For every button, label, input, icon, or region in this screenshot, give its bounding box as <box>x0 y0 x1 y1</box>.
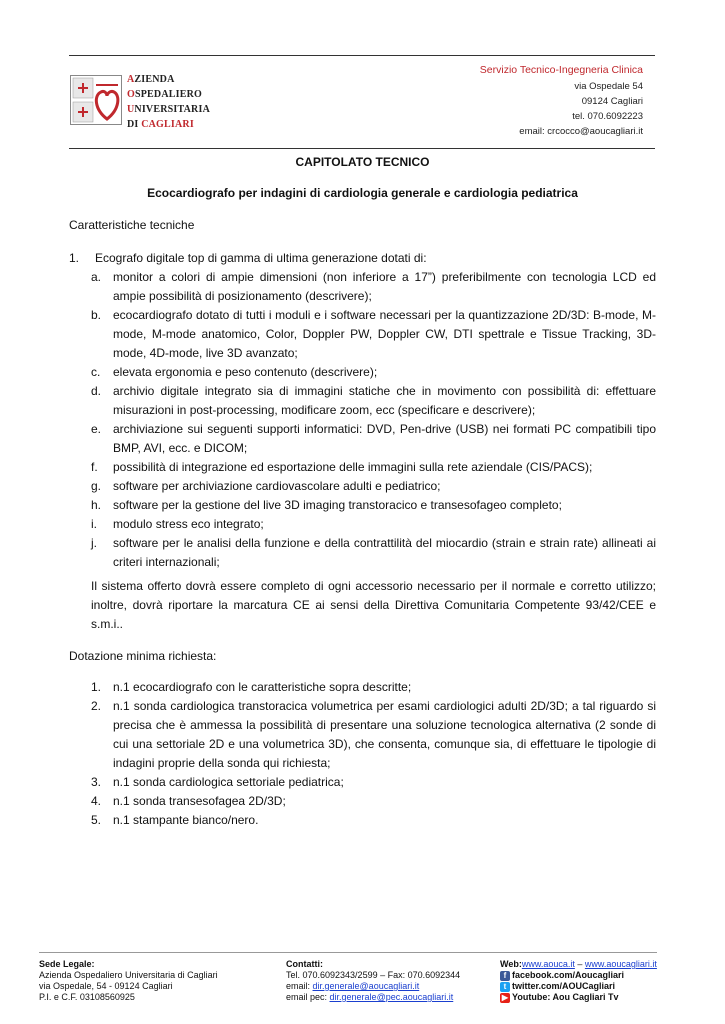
subitem-d-marker: d. <box>91 384 102 398</box>
document-subtitle: Ecocardiografo per indagini di cardiologia generale e cardiologia pediatrica <box>147 186 578 200</box>
footer-email-link[interactable]: dir.generale@aoucagliari.it <box>312 981 420 991</box>
subitem-g-marker: g. <box>91 479 102 493</box>
subitem-c-marker: c. <box>91 365 101 379</box>
service-email: email: crcocco@aoucagliari.it <box>519 126 643 137</box>
footer-contacts-tel: Tel. 070.6092343/2599 – Fax: 070.6092344 <box>286 970 461 980</box>
service-phone: tel. 070.6092223 <box>572 111 643 122</box>
supply-item-1-marker: 1. <box>91 680 102 694</box>
subitem-j-text: software per le analisi della funzione e della contrattilità del miocardio (strain e strain rate) allineati ai criteri internazionali; <box>113 536 656 569</box>
footer-legal-line-1: Azienda Ospedaliero Universitaria di Cagliari <box>39 970 218 980</box>
footer-contacts <box>286 959 460 1003</box>
subitem-d-text: archivio digitale integrato sia di immagini statiche che in movimento con possibilità di: effettuare misurazioni in post-processing, modificare zoom, ecc (specificare e descrivere); <box>113 384 656 417</box>
footer-legal-heading: Sede Legale: <box>39 959 95 969</box>
document-title: CAPITOLATO TECNICO <box>295 155 430 169</box>
service-contact-block <box>480 63 643 139</box>
subitem-e-text: archiviazione sui seguenti supporti informatici: DVD, Pen-drive (USB) nei formati PC compatibili tipo BMP, AVI, ecc. e DICOM; <box>113 422 656 455</box>
footer-youtube[interactable]: ▶ Youtube: Aou Cagliari Tv <box>501 992 619 1002</box>
twitter-icon: t <box>500 982 510 992</box>
subitem-g-text: software per archiviazione cardiovascolare adulti e pediatrico; <box>113 479 441 493</box>
subitem-i-marker: i. <box>91 517 97 531</box>
footer-pec-link[interactable]: dir.generale@pec.aoucagliari.it <box>329 992 454 1002</box>
footer-rule <box>39 952 657 953</box>
service-address-street: via Ospedale 54 <box>574 81 643 92</box>
supply-item-3-marker: 3. <box>91 775 102 789</box>
footer-contacts-pec-row: email pec: dir.generale@pec.aoucagliari.it <box>286 992 454 1002</box>
section-heading-supply: Dotazione minima richiesta: <box>69 649 217 663</box>
item-1-marker: 1. <box>69 251 80 265</box>
section-heading-features: Caratteristiche tecniche <box>69 218 195 232</box>
subitem-c-text: elevata ergonomia e peso contenuto (descrivere); <box>113 365 378 379</box>
subitem-j-marker: j. <box>91 536 97 550</box>
supply-item-4-text: n.1 sonda transesofagea 2D/3D; <box>113 794 286 808</box>
footer-legal-line-3: P.I. e C.F. 03108560925 <box>39 992 135 1002</box>
service-name: Servizio Tecnico-Ingegneria Clinica <box>479 64 643 76</box>
footer-web-link-2[interactable]: www.aoucagliari.it <box>584 959 657 969</box>
footer-web <box>500 959 657 1003</box>
footer-web-link-1[interactable]: www.aouca.it <box>521 959 575 969</box>
supply-item-5-text: n.1 stampante bianco/nero. <box>113 813 259 827</box>
supply-item-3-text: n.1 sonda cardiologica settoriale pediatrica; <box>113 775 344 789</box>
subitem-f-marker: f. <box>91 460 98 474</box>
supply-item-5-marker: 5. <box>91 813 102 827</box>
supply-item-1-text: n.1 ecocardiografo con le caratteristiche sopra descritte; <box>113 680 412 694</box>
logo-line-4: DI CAGLIARI <box>127 119 194 130</box>
system-paragraph: Il sistema offerto dovrà essere completo di ogni accessorio necessario per il normale e corretto utilizzo; inoltre, dovrà riportare la marcatura CE ai sensi della Direttiva Comunitaria Competente 93/42/CEE e s.m.i.. <box>91 579 656 631</box>
footer-legal <box>39 959 218 1003</box>
subitem-a-text: monitor a colori di ampie dimensioni (non inferiore a 17”) preferibilmente con tecnologia LCD ed ampie possibilità di posizionamento (descrivere); <box>113 270 656 303</box>
footer-legal-line-2: via Ospedale, 54 - 09124 Cagliari <box>39 981 173 991</box>
supply-item-4-marker: 4. <box>91 794 102 808</box>
service-address-city: 09124 Cagliari <box>581 96 643 107</box>
logo-line-1: AZIENDA <box>127 74 175 85</box>
footer-contacts-heading: Contatti: <box>286 959 323 969</box>
footer-twitter[interactable]: t twitter.com/AOUCagliari <box>500 981 657 992</box>
subitem-i-text: modulo stress eco integrato; <box>113 517 264 531</box>
facebook-icon: f <box>500 971 510 981</box>
subitem-h-marker: h. <box>91 498 102 512</box>
header-rule <box>69 148 655 149</box>
footer-web-row: Web:www.aouca.it – www.aoucagliari.it <box>500 959 657 969</box>
logo-line-3: UNIVERSITARIA <box>127 104 210 115</box>
subitem-a-marker: a. <box>91 270 102 284</box>
youtube-icon: ▶ <box>501 992 509 1002</box>
subitem-e-marker: e. <box>91 422 102 436</box>
logo-line-2: OSPEDALIERO <box>127 89 202 100</box>
top-rule <box>69 55 655 56</box>
hospital-name <box>127 72 210 132</box>
subitem-h-text: software per la gestione del live 3D imaging transtoracico e transesofageo completo; <box>113 498 562 512</box>
hospital-logo <box>70 75 122 125</box>
supply-item-2-marker: 2. <box>91 699 102 713</box>
subitem-b-marker: b. <box>91 308 102 322</box>
supply-item-2-text: n.1 sonda cardiologica transtoracica volumetrica per esami cardiologici adulti 2D/3D; a tal riguardo si precisa che è ammessa la possibilità di presentare una soluzione tecnologica alternativa (2 sonde di cui una settoriale 2D e una volumetrica 3D), che consenta, comunque sia, di effettuare le tipologie di indagini proprie della sonda qui richiesta; <box>113 699 656 770</box>
subitem-f-text: possibilità di integrazione ed esportazione delle immagini sulla rete aziendale (CIS/PACS); <box>113 460 593 474</box>
subitem-b-text: ecocardiografo dotato di tutti i moduli e i software necessari per la quantizzazione 2D/3D: B-mode, M-mode, M-mode anatomico, Color, Doppler PW, Doppler CW, DTI spettrale e Tissue Tracking, 3D-mode, 4D-mode, live 3D avanzato; <box>113 308 656 360</box>
footer-contacts-email-row: email: dir.generale@aoucagliari.it <box>286 981 420 991</box>
item-1-text: Ecografo digitale top di gamma di ultima generazione dotati di: <box>95 251 427 265</box>
footer-facebook[interactable]: f facebook.com/Aoucagliari <box>500 970 657 981</box>
